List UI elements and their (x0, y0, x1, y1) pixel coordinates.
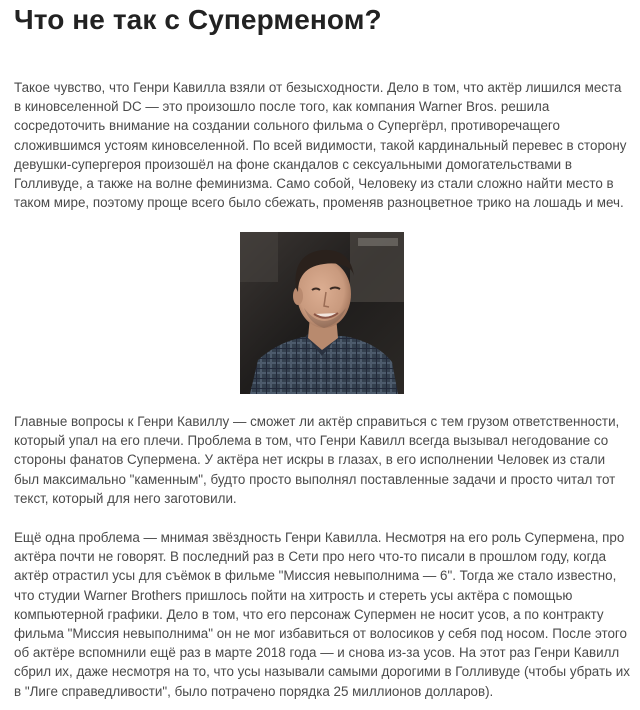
article-paragraph-1: Такое чувство, что Генри Кавилла взяли от безысходности. Дело в том, что актёр лишился места в киновселенной DC — это произошло после того, как компания Warner Bros. решила сосредоточить внимание на создании сольного фильма о Супергёрл, противоречащего сложившимся устоям киновселенной. По всей видимости, такой кардинальный перевес в сторону девушки-супергероя произошёл на фоне скандалов с сексуальными домогательствами в Голливуде, а также на волне феминизма. Само собой, Человеку из стали сложно найти место в таком мире, поэтому проще всего было сбежать, променяв разноцветное трико на лошадь и меч. (14, 80, 627, 211)
portrait-photo-icon (240, 232, 404, 394)
article-title: Что не так с Суперменом? (14, 4, 382, 35)
article-paragraph-2: Главные вопросы к Генри Кавиллу — сможет ли актёр справиться с тем грузом ответственности, который упал на его плечи. Проблема в том, что Генри Кавилл всегда вызывал негодование со стороны фанатов Супермена. У актёра нет искры в глазах, в его исполнении Человек из стали был максимально "каменным", будто просто выполнял поставленные задачи и просто читал тот текст, который для него заготовили. (14, 414, 620, 506)
actor-photo (240, 232, 404, 394)
article-paragraph-3: Ещё одна проблема — мнимая звёздность Генри Кавилла. Несмотря на его роль Супермена, про актёра почти не говорят. В последний раз в Сети про него что-то писали в прошлом году, когда актёр отрастил усы для съёмок в фильме "Миссия невыполнима — 6". Тогда же стало известно, что студии Warner Brothers пришлось пойти на хитрость и стереть усы актёра с помощью компьютерной графики. Дело в том, что его персонаж Супермен не носит усов, а по контракту фильма "Миссия невыполнима" он не мог избавиться от волосиков у себя под носом. После этого об актёре вспомнили ещё раз в марте 2018 года — и снова из-за усов. На этот раз Генри Кавилл сбрил их, даже несмотря на то, что усы называли самыми дорогими в Голливуде (чтобы убрать их в "Лиге справедливости", было потрачено порядка 25 миллионов долларов). (14, 530, 630, 699)
